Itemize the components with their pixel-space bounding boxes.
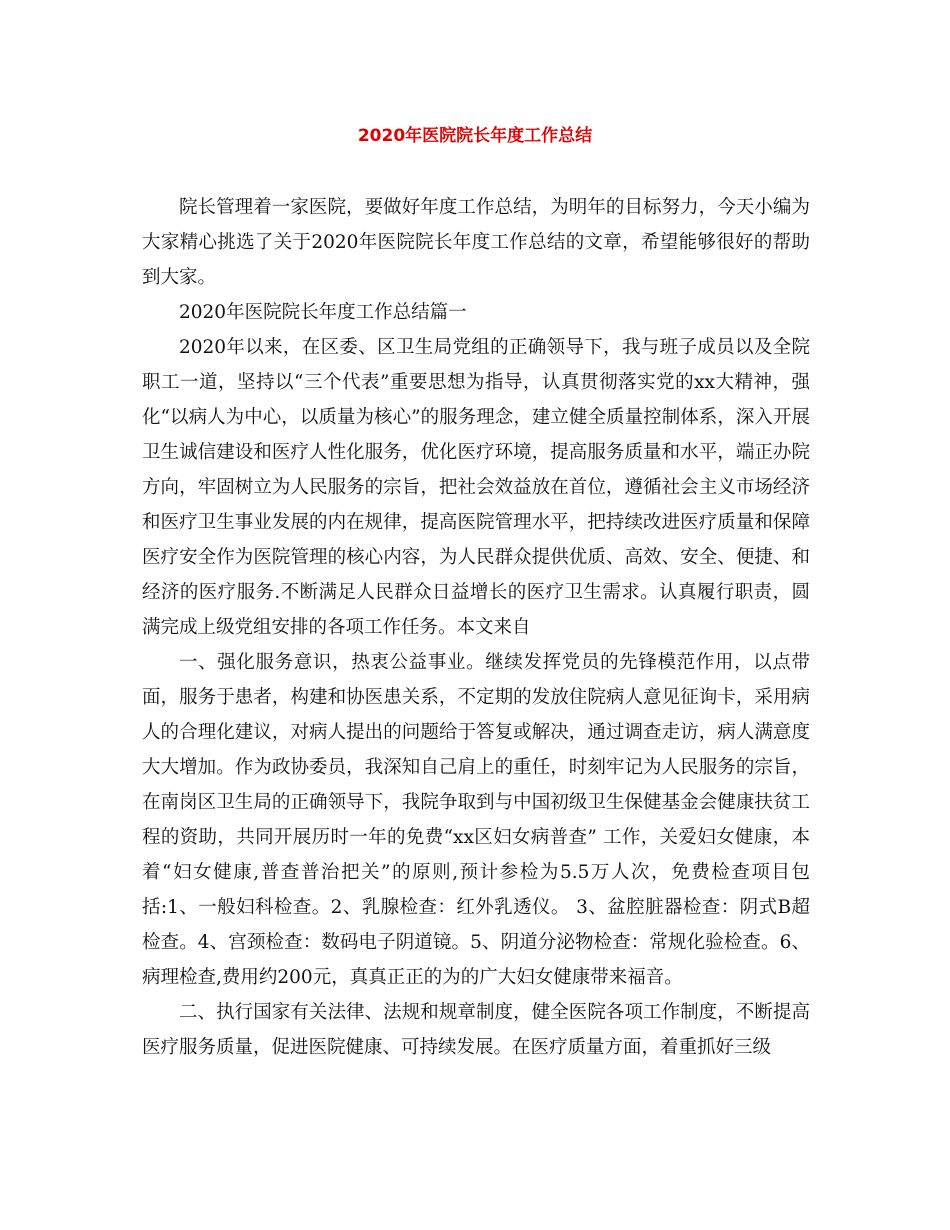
body-paragraph: 2020年以来，在区委、区卫生局党组的正确领导下，我与班子成员以及全院职工一道，坚持以“三个代表”重要思想为指导，认真贯彻落实党的xx大精神，强化“以病人为中心，以质量为核心”的服务理念，建立健全质量控制体系，深入开展卫生诚信建设和医疗人性化服务，优化医疗环境，提高服务质量和水平，端正办院方向，牢固树立为人民服务的宗旨，把社会效益放在首位，遵循社会主义市场经济和医疗卫生事业发展的内在规律，提高医院管理水平，把持续改进医疗质量和保障医疗安全作为医院管理的核心内容，为人民群众提供优质、高效、安全、便捷、和经济的医疗服务.不断满足人民群众日益增长的医疗卫生需求。认真履行职责，圆满完成上级党组安排的各项工作任务。本文来自 [142, 337, 810, 638]
document-body [142, 190, 810, 1065]
body-paragraph: 一、强化服务意识，热衷公益事业。继续发挥党员的先锋模范作用，以点带面，服务于患者，构建和协医患关系，不定期的发放住院病人意见征询卡，采用病人的合理化建议，对病人提出的问题给于答复或解决，通过调查走访，病人满意度大大增加。作为政协委员，我深知自己肩上的重任，时刻牢记为人民服务的宗旨，在南岗区卫生局的正确领导下，我院争取到与中国初级卫生保健基金会健康扶贫工程的资助，共同开展历时一年的免费“xx区妇女病普查” 工作，关爱妇女健康，本着“妇女健康,普查普治把关”的原则,预计参检为5.5万人次，免费检查项目包括:1、一般妇科检查。2、乳腺检查：红外乳透仪。 3、盆腔脏器检查：阴式B超检查。4、宫颈检查：数码电子阴道镜。5、阴道分泌物检查：常规化验检查。6、病理检查,费用约200元，真真正正的为的广大妇女健康带来福音。 [142, 652, 810, 988]
section-heading: 2020年医院院长年度工作总结篇一 [179, 302, 467, 323]
document-title: 2020年医院院长年度工作总结 [357, 126, 593, 146]
intro-paragraph: 院长管理着一家医院，要做好年度工作总结，为明年的目标努力，今天小编为大家精心挑选了关于2020年医院院长年度工作总结的文章，希望能够很好的帮助到大家。 [142, 197, 810, 288]
body-paragraph: 二、执行国家有关法律、法规和规章制度，健全医院各项工作制度，不断提高医疗服务质量，促进医院健康、可持续发展。在医疗质量方面，着重抓好三级 [142, 1002, 810, 1058]
